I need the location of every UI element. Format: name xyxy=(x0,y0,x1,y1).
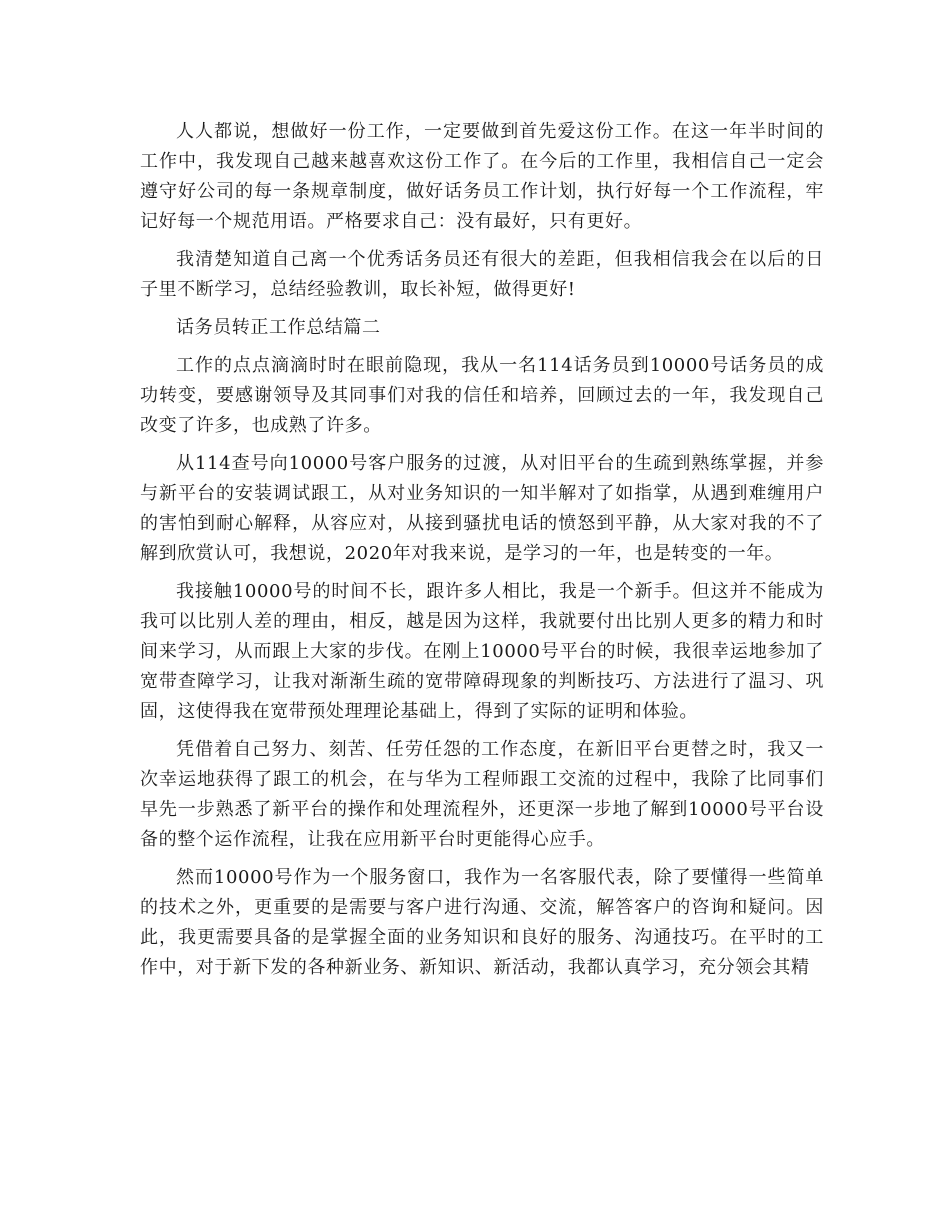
paragraph: 人人都说，想做好一份工作，一定要做到首先爱这份工作。在这一年半时间的工作中，我发现自己越来越喜欢这份工作了。在今后的工作里，我相信自己一定会遵守好公司的每一条规章制度，做好话务员工作计划，执行好每一个工作流程，牢记好每一个规范用语。严格要求自己：没有最好，只有更好。 xyxy=(140,121,824,232)
paragraph: 我清楚知道自己离一个优秀话务员还有很大的差距，但我相信我会在以后的日子里不断学习，总结经验教训，取长补短，做得更好! xyxy=(140,249,824,300)
paragraph: 然而10000号作为一个服务窗口，我作为一名客服代表，除了要懂得一些简单的技术之外，更重要的是需要与客户进行沟通、交流，解答客户的咨询和疑问。因此，我更需要具备的是掌握全面的业务知识和良好的服务、沟通技巧。在平时的工作中，对于新下发的各种新业务、新知识、新活动，我都认真学习，充分领会其精 xyxy=(140,867,824,978)
paragraph: 工作的点点滴滴时时在眼前隐现，我从一名114话务员到10000号话务员的成功转变，要感谢领导及其同事们对我的信任和培养，回顾过去的一年，我发现自己改变了许多，也成熟了许多。 xyxy=(140,355,824,436)
paragraph: 凭借着自己努力、刻苦、任劳任怨的工作态度，在新旧平台更替之时，我又一次幸运地获得了跟工的机会，在与华为工程师跟工交流的过程中，我除了比同事们早先一步熟悉了新平台的操作和处理流程外，还更深一步地了解到10000号平台设备的整个运作流程，让我在应用新平台时更能得心应手。 xyxy=(140,739,824,850)
paragraph: 从114查号向10000号客户服务的过渡，从对旧平台的生疏到熟练掌握，并参与新平台的安装调试跟工，从对业务知识的一知半解对了如指掌，从遇到难缠用户的害怕到耐心解释，从容应对，从接到骚扰电话的愤怒到平静，从大家对我的不了解到欣赏认可，我想说，2020年对我来说，是学习的一年，也是转变的一年。 xyxy=(140,453,824,564)
section-heading: 话务员转正工作总结篇二 xyxy=(176,317,381,338)
document-body xyxy=(140,117,824,991)
paragraph: 我接触10000号的时间不长，跟许多人相比，我是一个新手。但这并不能成为我可以比别人差的理由，相反，越是因为这样，我就要付出比别人更多的精力和时间来学习，从而跟上大家的步伐。在刚上10000号平台的时候，我很幸运地参加了宽带查障学习，让我对渐渐生疏的宽带障碍现象的判断技巧、方法进行了温习、巩固，这使得我在宽带预处理理论基础上，得到了实际的证明和体验。 xyxy=(140,581,824,722)
